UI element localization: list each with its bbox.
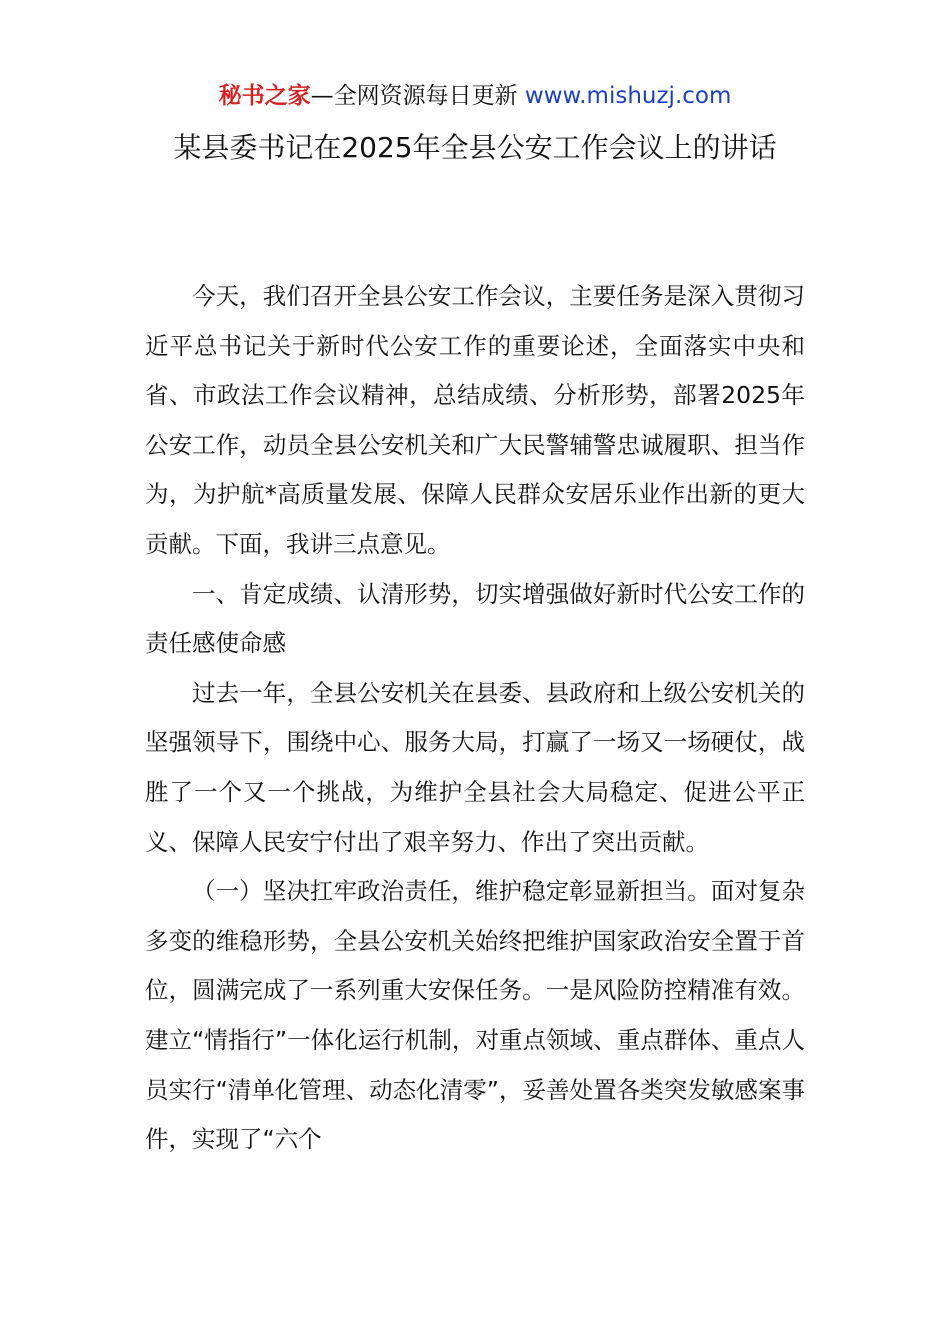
- paragraph-subsection-1: （一）坚决扛牢政治责任，维护稳定彰显新担当。面对复杂多变的维稳形势，全县公安机关始终把维护国家政治安全置于首位，圆满完成了一系列重大安保任务。一是风险防控精准有效。建立“情指行”一体化运行机制，对重点领域、重点群体、重点人员实行“清单化管理、动态化清零”，妥善处置各类突发敏感案事件，实现了“六个: [145, 877, 805, 1154]
- document-title: 某县委书记在2025年全县公安工作会议上的讲话: [173, 131, 777, 164]
- site-brand: 秘书之家: [218, 83, 311, 109]
- site-header: [0, 80, 950, 112]
- site-slogan: —全网资源每日更新: [310, 83, 525, 109]
- paragraph-review: 过去一年，全县公安机关在县委、县政府和上级公安机关的坚强领导下，围绕中心、服务大局，打赢了一场又一场硬仗，战胜了一个又一个挑战，为维护全县社会大局稳定、促进公平正义、保障人民安宁付出了艰辛努力、作出了突出贡献。: [145, 678, 805, 856]
- document-body: [145, 272, 805, 1165]
- section-heading-1: 一、肯定成绩、认清形势，切实增强做好新时代公安工作的责任感使命感: [145, 579, 805, 658]
- site-url-link[interactable]: www.mishuzj.com: [524, 83, 732, 109]
- paragraph-intro: 今天，我们召开全县公安工作会议，主要任务是深入贯彻习近平总书记关于新时代公安工作的重要论述，全面落实中央和省、市政法工作会议精神，总结成绩、分析形势，部署2025年公安工作，动员全县公安机关和广大民警辅警忠诚履职、担当作为，为护航*高质量发展、保障人民群众安居乐业作出新的更大贡献。下面，我讲三点意见。: [145, 282, 805, 558]
